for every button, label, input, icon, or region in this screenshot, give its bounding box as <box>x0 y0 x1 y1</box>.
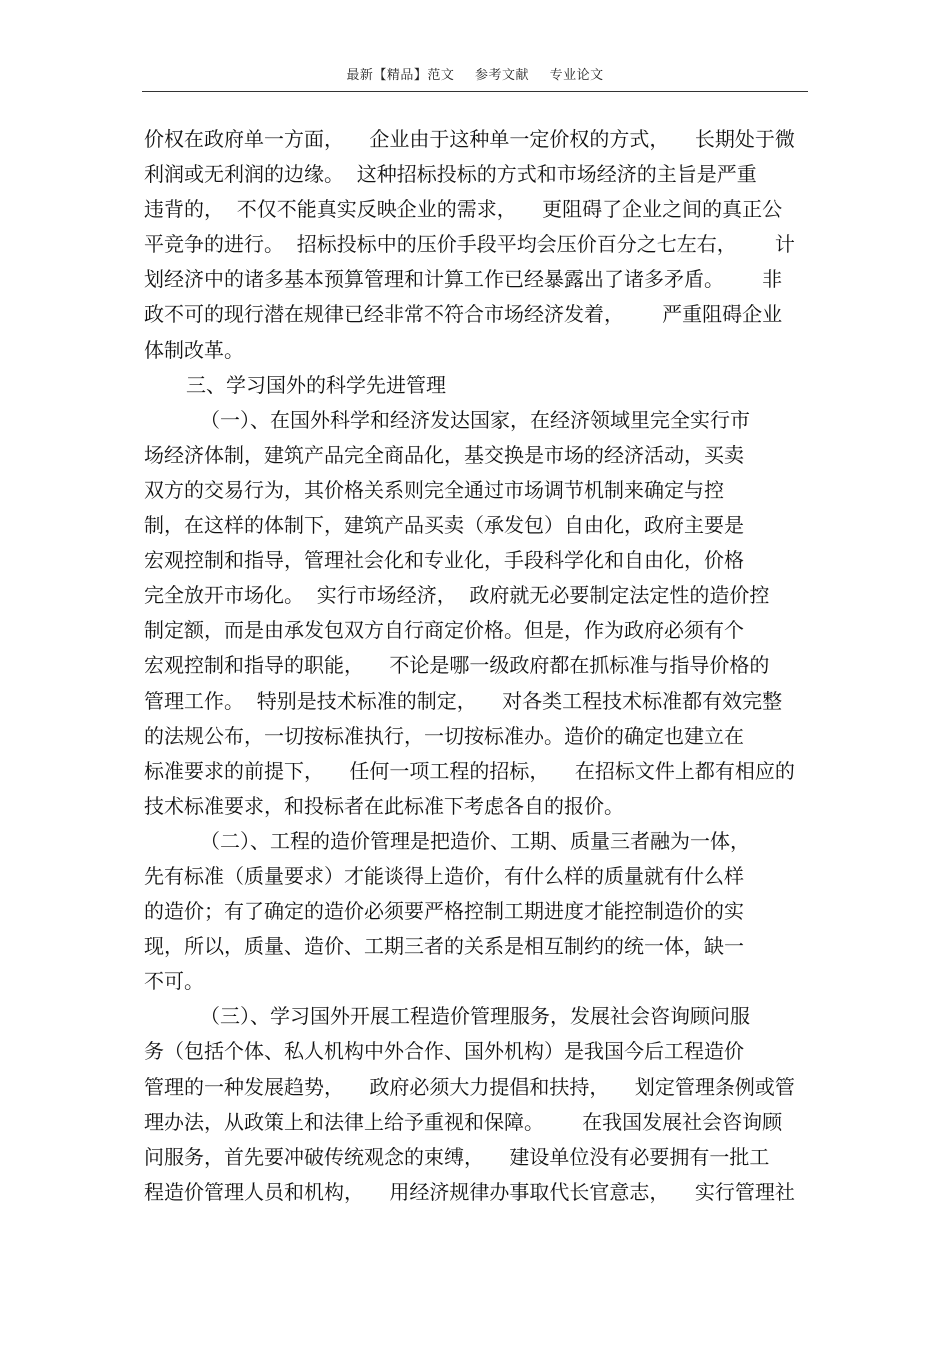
text-line: 现，所以，质量、造价、工期三者的关系是相互制约的统一体，缺一 <box>144 934 744 959</box>
text-line: 的造价；有了确定的造价必须要严格控制工期进度才能控制造价的实 <box>144 899 744 924</box>
text-line: 制定额，而是由承发包双方自行商定价格。但是，作为政府必须有个 <box>144 618 744 643</box>
text-line: 宏观控制和指导，管理社会化和专业化，手段科学化和自由化，价格 <box>144 548 744 573</box>
text-line: 制，在这样的体制下，建筑产品买卖（承发包）自由化，政府主要是 <box>144 513 744 538</box>
text-line: 管理的一种发展趋势， 政府必须大力提倡和扶持， 划定管理条例或管 <box>144 1074 795 1099</box>
text-line: （二）、工程的造价管理是把造价、工期、质量三者融为一体， <box>200 828 750 853</box>
body-text <box>144 122 808 1210</box>
text-line: 完全放开市场化。 实行市场经济， 政府就无必要制定法定性的造价控 <box>144 583 770 608</box>
text-line: 利润或无利润的边缘。 这种招标投标的方式和市场经济的主旨是严重 <box>144 162 757 187</box>
header-item-papers: 专业论文 <box>549 68 604 83</box>
text-line: 场经济体制，建筑产品完全商品化，基交换是市场的经济活动，买卖 <box>144 442 744 467</box>
text-line: 理办法，从政策上和法律上给予重视和保障。 在我国发展社会咨询顾 <box>144 1109 783 1134</box>
text-line: 双方的交易行为，其价格关系则完全通过市场调节机制来确定与控 <box>144 477 724 502</box>
text-line: 三、学习国外的科学先进管理 <box>186 372 446 397</box>
text-line: 程造价管理人员和机构， 用经济规律办事取代长官意志， 实行管理社 <box>144 1179 795 1204</box>
text-line: 违背的， 不仅不能真实反映企业的需求， 更阻碍了企业之间的真正公 <box>144 197 783 222</box>
text-line: 平竞争的进行。 招标投标中的压价手段平均会压价百分之七左右， 计 <box>144 232 795 257</box>
text-line: 管理工作。 特别是技术标准的制定， 对各类工程技术标准都有效完整 <box>144 688 783 713</box>
text-line: 先有标准（质量要求）才能谈得上造价，有什么样的质量就有什么样 <box>144 863 744 888</box>
text-line: 的法规公布，一切按标准执行，一切按标准办。造价的确定也建立在 <box>144 723 744 748</box>
text-line: 务（包括个体、私人机构中外合作、国外机构）是我国今后工程造价 <box>144 1039 744 1064</box>
text-line: 政不可的现行潜在规律已经非常不符合市场经济发着， 严重阻碍企业 <box>144 302 783 327</box>
text-line: 划经济中的诸多基本预算管理和计算工作已经暴露出了诸多矛盾。 非 <box>144 267 783 292</box>
text-line: 不可。 <box>144 969 204 994</box>
page-header <box>142 64 808 83</box>
text-line: 问服务，首先要冲破传统观念的束缚， 建设单位没有必要拥有一批工 <box>144 1144 770 1169</box>
text-line: 标准要求的前提下， 任何一项工程的招标， 在招标文件上都有相应的 <box>144 758 795 783</box>
text-line: （一）、在国外科学和经济发达国家，在经济领域里完全实行市 <box>200 407 750 432</box>
text-line: 体制改革。 <box>144 337 244 362</box>
text-line: 价权在政府单一方面， 企业由于这种单一定价权的方式， 长期处于微 <box>144 127 795 151</box>
header-rule <box>142 91 808 92</box>
header-item-template: 最新【精品】范文 <box>346 68 455 83</box>
text-line: （三）、学习国外开展工程造价管理服务，发展社会咨询顾问服 <box>200 1004 750 1029</box>
text-line: 技术标准要求，和投标者在此标准下考虑各自的报价。 <box>144 793 624 818</box>
text-line: 宏观控制和指导的职能， 不论是哪一级政府都在抓标准与指导价格的 <box>144 653 770 678</box>
header-item-references: 参考文献 <box>474 68 529 83</box>
